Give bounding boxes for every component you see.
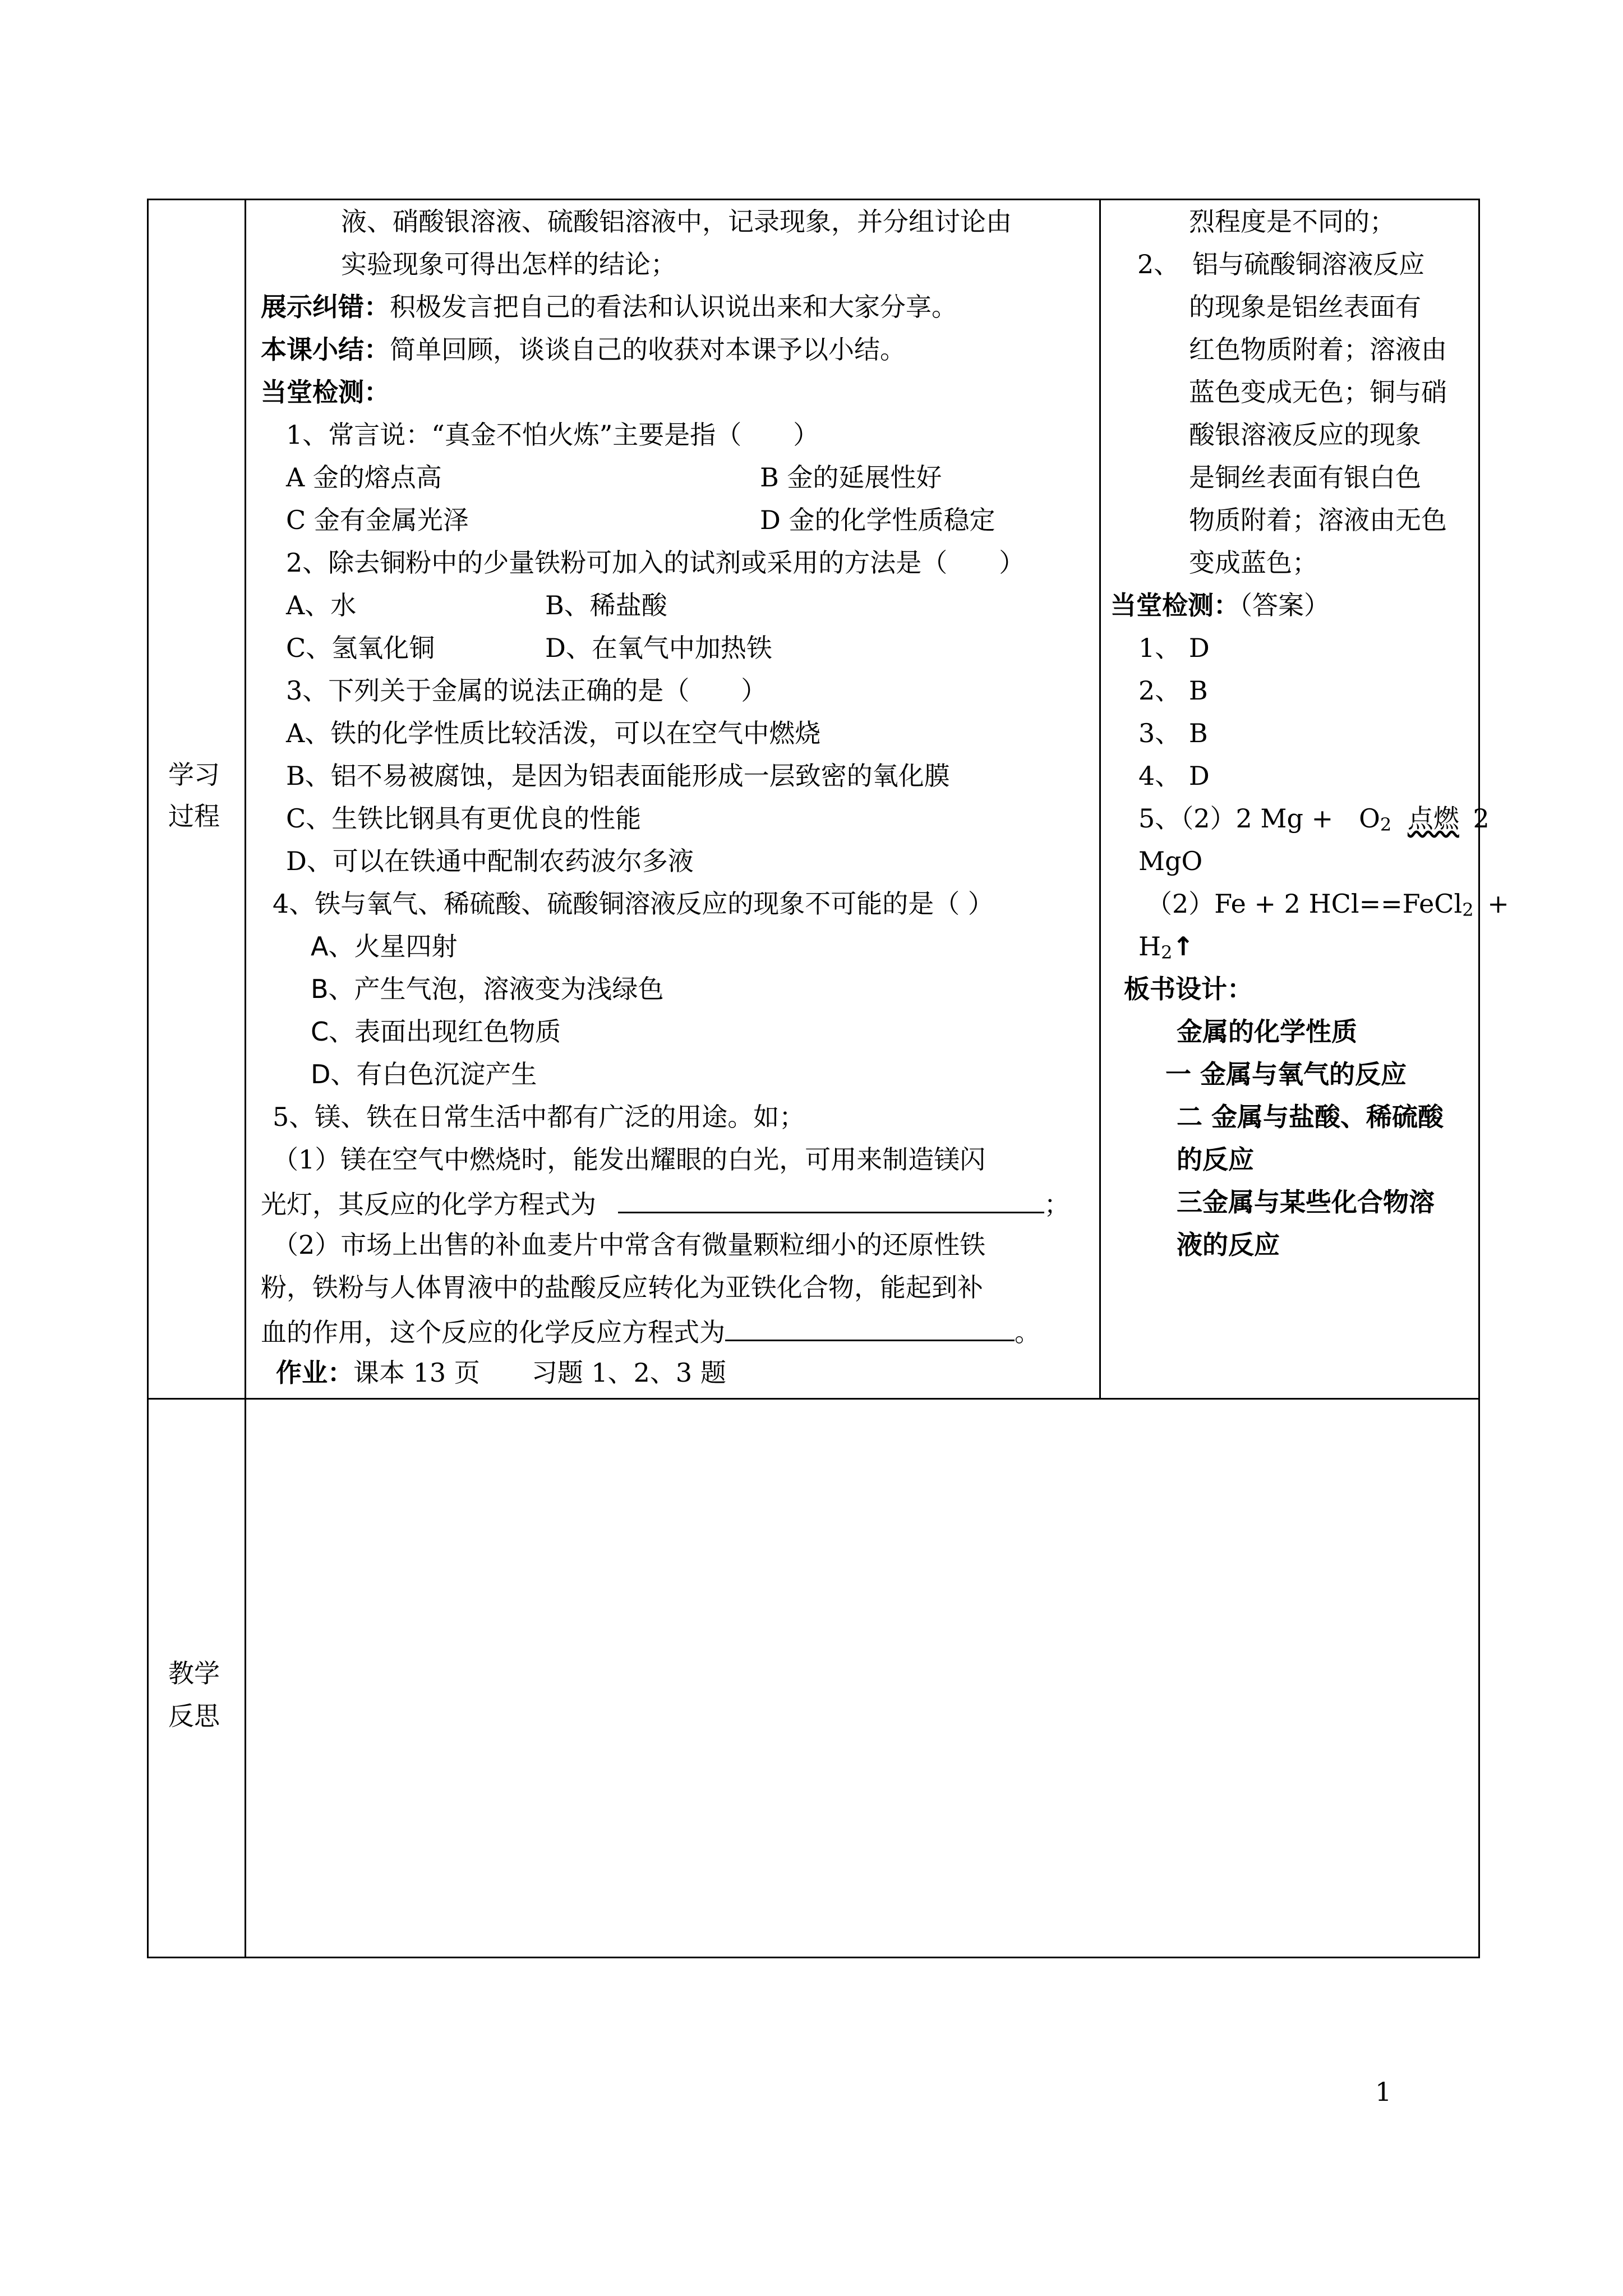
show-section bbox=[261, 294, 957, 320]
check-title: 当堂检测： bbox=[261, 377, 390, 407]
summary-section bbox=[261, 334, 906, 365]
intro-line-2: 实验现象可得出怎样的结论； bbox=[341, 249, 676, 279]
side-line-5: 蓝色变成无色；铜与硝 bbox=[1189, 377, 1447, 407]
q1-option-b: B 金的延展性好 bbox=[760, 462, 942, 493]
answer-4: 4、 D bbox=[1138, 761, 1210, 791]
q2-option-d: D、在氧气中加热铁 bbox=[545, 633, 772, 663]
intro-line-1: 液、硝酸银溶液、硫酸铝溶液中，记录现象，并分组讨论由 bbox=[341, 206, 1012, 237]
side-line-1: 烈程度是不同的； bbox=[1189, 206, 1395, 237]
gas-arrow-icon: ↑ bbox=[1172, 931, 1195, 961]
answer-6-plus: + bbox=[1487, 889, 1509, 919]
answer-5-condition: 点燃 bbox=[1407, 803, 1459, 834]
answer-5-line2: MgO bbox=[1138, 846, 1203, 876]
homework-section bbox=[276, 1360, 726, 1386]
board-item-3-line2: 液的反应 bbox=[1177, 1230, 1280, 1260]
q4-option-d: D、有白色沉淀产生 bbox=[311, 1059, 537, 1089]
row-label-reflection-1: 教学 bbox=[168, 1658, 220, 1688]
homework-text: 课本 13 页 习题 1、2、3 题 bbox=[353, 1358, 726, 1388]
answers-heading bbox=[1110, 592, 1330, 618]
board-item-1: 一 金属与氧气的反应 bbox=[1165, 1059, 1407, 1089]
row-divider bbox=[147, 1398, 1479, 1400]
q1-option-d: D 金的化学性质稳定 bbox=[760, 505, 995, 535]
q4-option-a: A、火星四射 bbox=[311, 931, 458, 961]
answers-label: 当堂检测： bbox=[1110, 590, 1239, 620]
table-left-border bbox=[147, 199, 149, 1958]
table-top-border bbox=[147, 199, 1479, 200]
board-item-2-line2: 的反应 bbox=[1177, 1144, 1254, 1175]
answer-5-eq-left: 5、（2）2 Mg + O bbox=[1138, 803, 1380, 834]
table-right-border bbox=[1478, 199, 1480, 1958]
q4-option-b: B、产生气泡，溶液变为浅绿色 bbox=[311, 974, 664, 1004]
row-label-process-2: 过程 bbox=[168, 801, 220, 831]
question-2: 2、除去铜粉中的少量铁粉可加入的试剂或采用的方法是（ ） bbox=[286, 547, 1025, 578]
q4-option-c: C、表面出现红色物质 bbox=[311, 1016, 561, 1047]
q2-option-b: B、稀盐酸 bbox=[545, 590, 667, 620]
q1-option-c: C 金有金属光泽 bbox=[286, 505, 469, 535]
q3-option-b: B、铝不易被腐蚀，是因为铝表面能形成一层致密的氧化膜 bbox=[286, 761, 950, 791]
board-item-2-line1: 二 金属与盐酸、稀硫酸 bbox=[1177, 1102, 1444, 1132]
q5-part1-line1: （1）镁在空气中燃烧时，能发出耀眼的白光，可用来制造镁闪 bbox=[273, 1144, 986, 1175]
question-5: 5、镁、铁在日常生活中都有广泛的用途。如； bbox=[273, 1102, 805, 1132]
show-label: 展示纠错： bbox=[261, 292, 390, 322]
q5-part2-prompt: 血的作用，这个反应的化学反应方程式为 bbox=[261, 1317, 725, 1347]
answer-5-coef: 2 bbox=[1473, 803, 1490, 834]
answer-6-h2-sub: 2 bbox=[1161, 942, 1173, 963]
answer-6-line2 bbox=[1138, 931, 1195, 963]
q5-part2-line3 bbox=[261, 1317, 1040, 1345]
q5-part2-answer-blank[interactable] bbox=[725, 1317, 1015, 1341]
q3-option-c: C、生铁比钢具有更优良的性能 bbox=[286, 803, 642, 834]
answer-6-line1 bbox=[1146, 889, 1509, 921]
side-column-divider bbox=[1099, 199, 1101, 1400]
answers-note: （答案） bbox=[1239, 590, 1330, 620]
answer-3: 3、 B bbox=[1138, 718, 1208, 748]
q5-part2-end: 。 bbox=[1015, 1317, 1040, 1347]
answer-2: 2、 B bbox=[1138, 675, 1208, 706]
q1-option-a: A 金的熔点高 bbox=[286, 462, 442, 493]
summary-text: 简单回顾，谈谈自己的收获对本课予以小结。 bbox=[390, 334, 906, 365]
board-design-label: 板书设计： bbox=[1124, 974, 1253, 1004]
question-3: 3、下列关于金属的说法正确的是（ ） bbox=[286, 675, 767, 706]
show-text: 积极发言把自己的看法和认识说出来和大家分享。 bbox=[390, 292, 957, 322]
label-column-divider bbox=[245, 199, 246, 1958]
board-title: 金属的化学性质 bbox=[1177, 1016, 1357, 1047]
side-line-3: 的现象是铝丝表面有 bbox=[1189, 292, 1421, 322]
side-line-6: 酸银溶液反应的现象 bbox=[1189, 420, 1421, 450]
q2-option-c: C、氢氧化铜 bbox=[286, 633, 435, 663]
row-label-reflection-2: 反思 bbox=[168, 1701, 220, 1731]
q5-part2-line1: （2）市场上出售的补血麦片中常含有微量颗粒细小的还原性铁 bbox=[273, 1230, 986, 1260]
answer-5-o2-sub: 2 bbox=[1380, 814, 1392, 835]
question-1: 1、常言说：“真金不怕火炼”主要是指（ ） bbox=[286, 420, 819, 450]
table-bottom-border bbox=[147, 1957, 1479, 1958]
q5-part1-end: ； bbox=[1044, 1189, 1070, 1220]
answer-1: 1、 D bbox=[1138, 633, 1210, 663]
q2-option-a: A、水 bbox=[286, 590, 357, 620]
side-line-8: 物质附着；溶液由无色 bbox=[1189, 505, 1447, 535]
answer-6-h: H bbox=[1138, 931, 1161, 961]
answer-6-eq-left: （2）Fe + 2 HCl==FeCl bbox=[1146, 889, 1463, 919]
q3-option-d: D、可以在铁通中配制农药波尔多液 bbox=[286, 846, 694, 876]
board-item-3-line1: 三金属与某些化合物溶 bbox=[1177, 1187, 1435, 1217]
row-label-process-1: 学习 bbox=[168, 760, 220, 790]
q5-part1-prompt: 光灯，其反应的化学方程式为 bbox=[261, 1189, 596, 1220]
q5-part2-line2: 粉，铁粉与人体胃液中的盐酸反应转化为亚铁化合物，能起到补 bbox=[261, 1272, 983, 1303]
q5-part1-line2 bbox=[261, 1189, 1070, 1220]
answer-6-fecl2-sub: 2 bbox=[1462, 899, 1474, 921]
side-line-7: 是铜丝表面有银白色 bbox=[1189, 462, 1421, 493]
q5-part1-answer-blank[interactable] bbox=[618, 1189, 1044, 1213]
side-line-2: 2、 铝与硫酸铜溶液反应 bbox=[1137, 249, 1425, 279]
page-number: 1 bbox=[1375, 2077, 1392, 2107]
side-line-4: 红色物质附着；溶液由 bbox=[1189, 334, 1447, 365]
side-line-9: 变成蓝色； bbox=[1189, 547, 1318, 578]
question-4: 4、铁与氧气、稀硫酸、硫酸铜溶液反应的现象不可能的是（ ） bbox=[273, 889, 994, 919]
homework-label: 作业： bbox=[276, 1358, 353, 1388]
answer-5-line1 bbox=[1138, 803, 1490, 835]
q3-option-a: A、铁的化学性质比较活泼，可以在空气中燃烧 bbox=[286, 718, 821, 748]
summary-label: 本课小结： bbox=[261, 334, 390, 365]
